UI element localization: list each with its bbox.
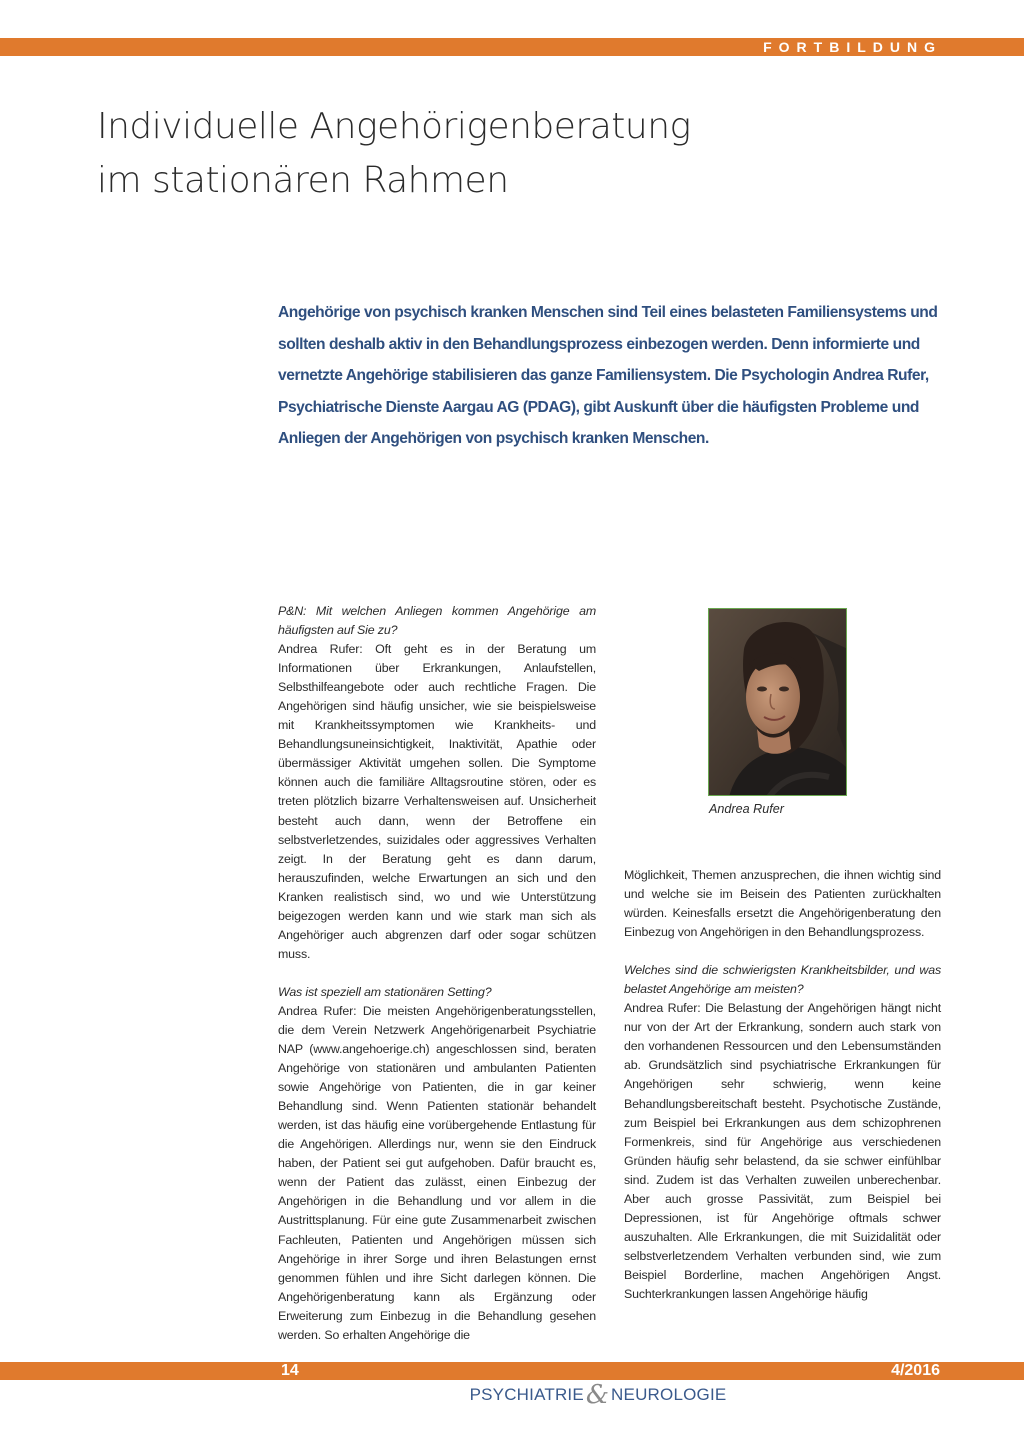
issue-number: 4/2016 <box>891 1362 940 1379</box>
speaker-label: Andrea Rufer: <box>624 1001 701 1016</box>
question-3: Welches sind die schwierigsten Krankheitsbilder, und was belastet Angehörige am meisten? <box>624 963 941 997</box>
answer-2-text: Die meisten Angehörigenberatungsstellen, die dem Verein Netzwerk Angehörigenarbeit Psychiatrie NAP (www.angehoerige.ch) angeschlossen sind, beraten Angehörige von stationären und ambulanten Patienten sowie Angehörige von Patienten, die in gar keiner Behandlung sind. Wenn Patienten stationär behandelt werden, ist das häufig eine vorübergehende Entlastung für die Angehörigen. Allerdings nur, wenn sie den Eindruck haben, der Patient sei gut aufgehoben. Dafür braucht es, wenn der Patient das zulässt, einen Einbezug der Angehörigen in die Behandlung und vor allem in die Austrittsplanung. Für eine gute Zusammenarbeit zwischen Fachleuten, Patienten und Angehörigen müssen sich Angehörige in ihrer Sorge und ihren Belastungen ernst genommen fühlen und ihre Sicht darlegen können. Die Angehörigenberatung kann als Ergänzung oder Erweiterung zum Einbezug in die Behandlung gesehen werden. So erhalten Angehörige die <box>278 1003 596 1342</box>
journal-masthead <box>450 1380 746 1410</box>
journal-ampersand: & <box>585 1380 610 1410</box>
article-lead: Angehörige von psychisch kranken Menschen sind Teil eines belasteten Familiensystems und sollten deshalb aktiv in den Behandlungsprozess einbezogen werden. Denn informierte und vernetzte Angehörige stabilisieren das ganze Familiensystem. Die Psychologin Andrea Rufer, Psychiatrische Dienste Aargau AG (PDAG), gibt Auskunft über die häufigsten Probleme und Anliegen der Angehörigen von psychisch kranken Menschen. <box>278 304 938 447</box>
section-label: FORTBILDUNG <box>763 39 942 55</box>
page-number: 14 <box>281 1362 299 1379</box>
answer-1-text: Oft geht es in der Beratung um Informationen über Erkrankungen, Anlaufstellen, Selbsthilfeangebote oder auch rechtliche Fragen. Die Angehörigen sind häufig unsicher, wie sie beispielsweise mit Krankheitssymptomen wie Krankheits- und Behandlungsuneinsichtigkeit, Inaktivität, Apathie oder übermässiger Aktivität umgehen sollen. Die Symptome können auch die familiäre Alltagsroutine stören, oder es treten plötzlich bizarre Verhaltensweisen auf. Unsicherheit besteht auch dann, wenn der Betroffene ein selbstverletzendes, suizidales oder aggressives Verhalten zeigt. In der Beratung geht es dann darum, herauszufinden, welche Erwartungen an sich und den Kranken realistisch sind, wo und wie Unterstützung beigezogen werden kann und wie stark man sich als Angehöriger auch abgrenzen darf oder sogar schützen muss. <box>278 642 596 961</box>
title-line-2: im stationären Rahmen <box>97 160 509 201</box>
speaker-label: Andrea Rufer: <box>278 1003 357 1018</box>
portrait-image <box>709 609 847 796</box>
question-1: P&N: Mit welchen Anliegen kommen Angehörige am häufigsten auf Sie zu? <box>278 604 596 638</box>
journal-name-left: PSYCHIATRIE <box>469 1385 584 1404</box>
column-right <box>624 866 941 1304</box>
answer-2 <box>278 1004 596 1342</box>
answer-3-text: Die Belastung der Angehörigen hängt nicht nur von der Art der Erkrankung, sondern auch stark von den vorhandenen Ressourcen und den Lebensumständen ab. Grundsätzlich sind psychiatrische Erkrankungen für Angehörigen sehr schwierig, wenn keine Behandlungsbereitschaft besteht. Psychotische Zustände, zum Beispiel bei Erkrankungen aus dem schizophrenen Formenkreis, sind für Angehörige aus verschiedenen Gründen häufig sehr belastend, da sie schwer einfühlbar sind. Zudem ist das Verhalten zuweilen unberechenbar. Aber auch grosse Passivität, zum Beispiel bei Depressionen, ist für Angehörige oftmals schwer auszuhalten. Alle Erkrankungen, die mit Suizidalität oder selbstverletzendem Verhalten verbunden sind, wie zum Beispiel Borderline, machen Angehörigen Angst. Suchterkrankungen lassen Angehörige häufig <box>624 1001 941 1301</box>
answer-2-continued: Möglichkeit, Themen anzusprechen, die ihnen wichtig sind und welche sie im Beisein des Patienten zurückhalten würden. Keinesfalls ersetzt die Angehörigenberatung den Einbezug von Angehörigen in den Behandlungsprozess. <box>624 868 941 940</box>
column-left <box>278 602 596 1345</box>
article-title <box>97 100 797 208</box>
photo-caption: Andrea Rufer <box>709 802 784 816</box>
answer-3 <box>624 1001 941 1301</box>
journal-name-right: NEUROLOGIE <box>611 1385 727 1404</box>
footer-accent-bar <box>0 1362 1024 1380</box>
answer-1 <box>278 642 596 961</box>
question-2: Was ist speziell am stationären Setting? <box>278 984 492 999</box>
portrait-photo <box>708 608 847 796</box>
title-line-1: Individuelle Angehörigenberatung <box>97 106 691 147</box>
speaker-label: Andrea Rufer: <box>278 642 363 657</box>
